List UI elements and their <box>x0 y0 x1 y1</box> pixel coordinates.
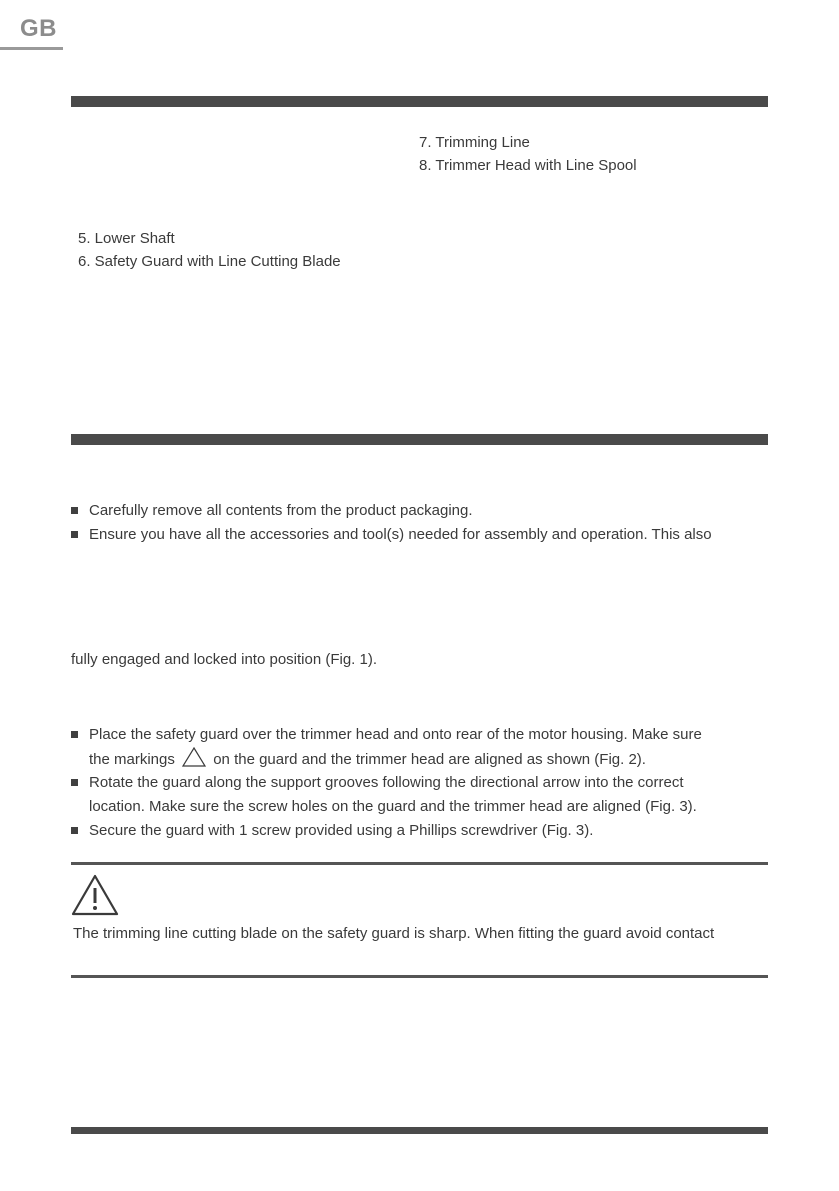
bullet-marker <box>71 779 78 786</box>
bullet-marker <box>71 507 78 514</box>
warning-icon <box>71 873 119 917</box>
bullet-marker <box>71 731 78 738</box>
warning-top-rule <box>71 862 768 865</box>
guard-bullet-2-line-1: Rotate the guard along the support grooves following the directional arrow into the correct <box>89 774 684 791</box>
guard-bullet-1-line-1: Place the safety guard over the trimmer head and onto rear of the motor housing. Make sure <box>89 726 702 743</box>
guard-bullet-1-line-2-pre: the markings <box>89 751 175 768</box>
part-item-8: 8. Trimmer Head with Line Spool <box>419 157 637 174</box>
guard-bullet-1-line-2-post: on the guard and the trimmer head are aligned as shown (Fig. 2). <box>213 751 646 768</box>
part-item-7: 7. Trimming Line <box>419 134 530 151</box>
language-code: GB <box>20 15 57 42</box>
footer-bar <box>71 1127 768 1134</box>
guard-bullet-1-line-2 <box>89 747 646 771</box>
part-item-5: 5. Lower Shaft <box>78 230 175 247</box>
unpacking-fragment: fully engaged and locked into position (Fig. 1). <box>71 651 378 668</box>
section-bar-unpacking <box>71 434 768 445</box>
bullet-marker <box>71 827 78 834</box>
language-rule <box>0 47 63 50</box>
warning-text: The trimming line cutting blade on the safety guard is sharp. When fitting the guard avoid contact <box>73 925 715 942</box>
unpacking-bullet-1: Carefully remove all contents from the product packaging. <box>89 502 473 519</box>
alignment-triangle-icon <box>182 747 206 767</box>
guard-bullet-3: Secure the guard with 1 screw provided using a Phillips screwdriver (Fig. 3). <box>89 822 594 839</box>
warning-bottom-rule <box>71 975 768 978</box>
part-item-6: 6. Safety Guard with Line Cutting Blade <box>78 253 341 270</box>
unpacking-bullet-2: Ensure you have all the accessories and tool(s) needed for assembly and operation. This also <box>89 526 712 543</box>
bullet-marker <box>71 531 78 538</box>
guard-bullet-2-line-2: location. Make sure the screw holes on the guard and the trimmer head are aligned (Fig. 3). <box>89 798 697 815</box>
section-bar-parts <box>71 96 768 107</box>
